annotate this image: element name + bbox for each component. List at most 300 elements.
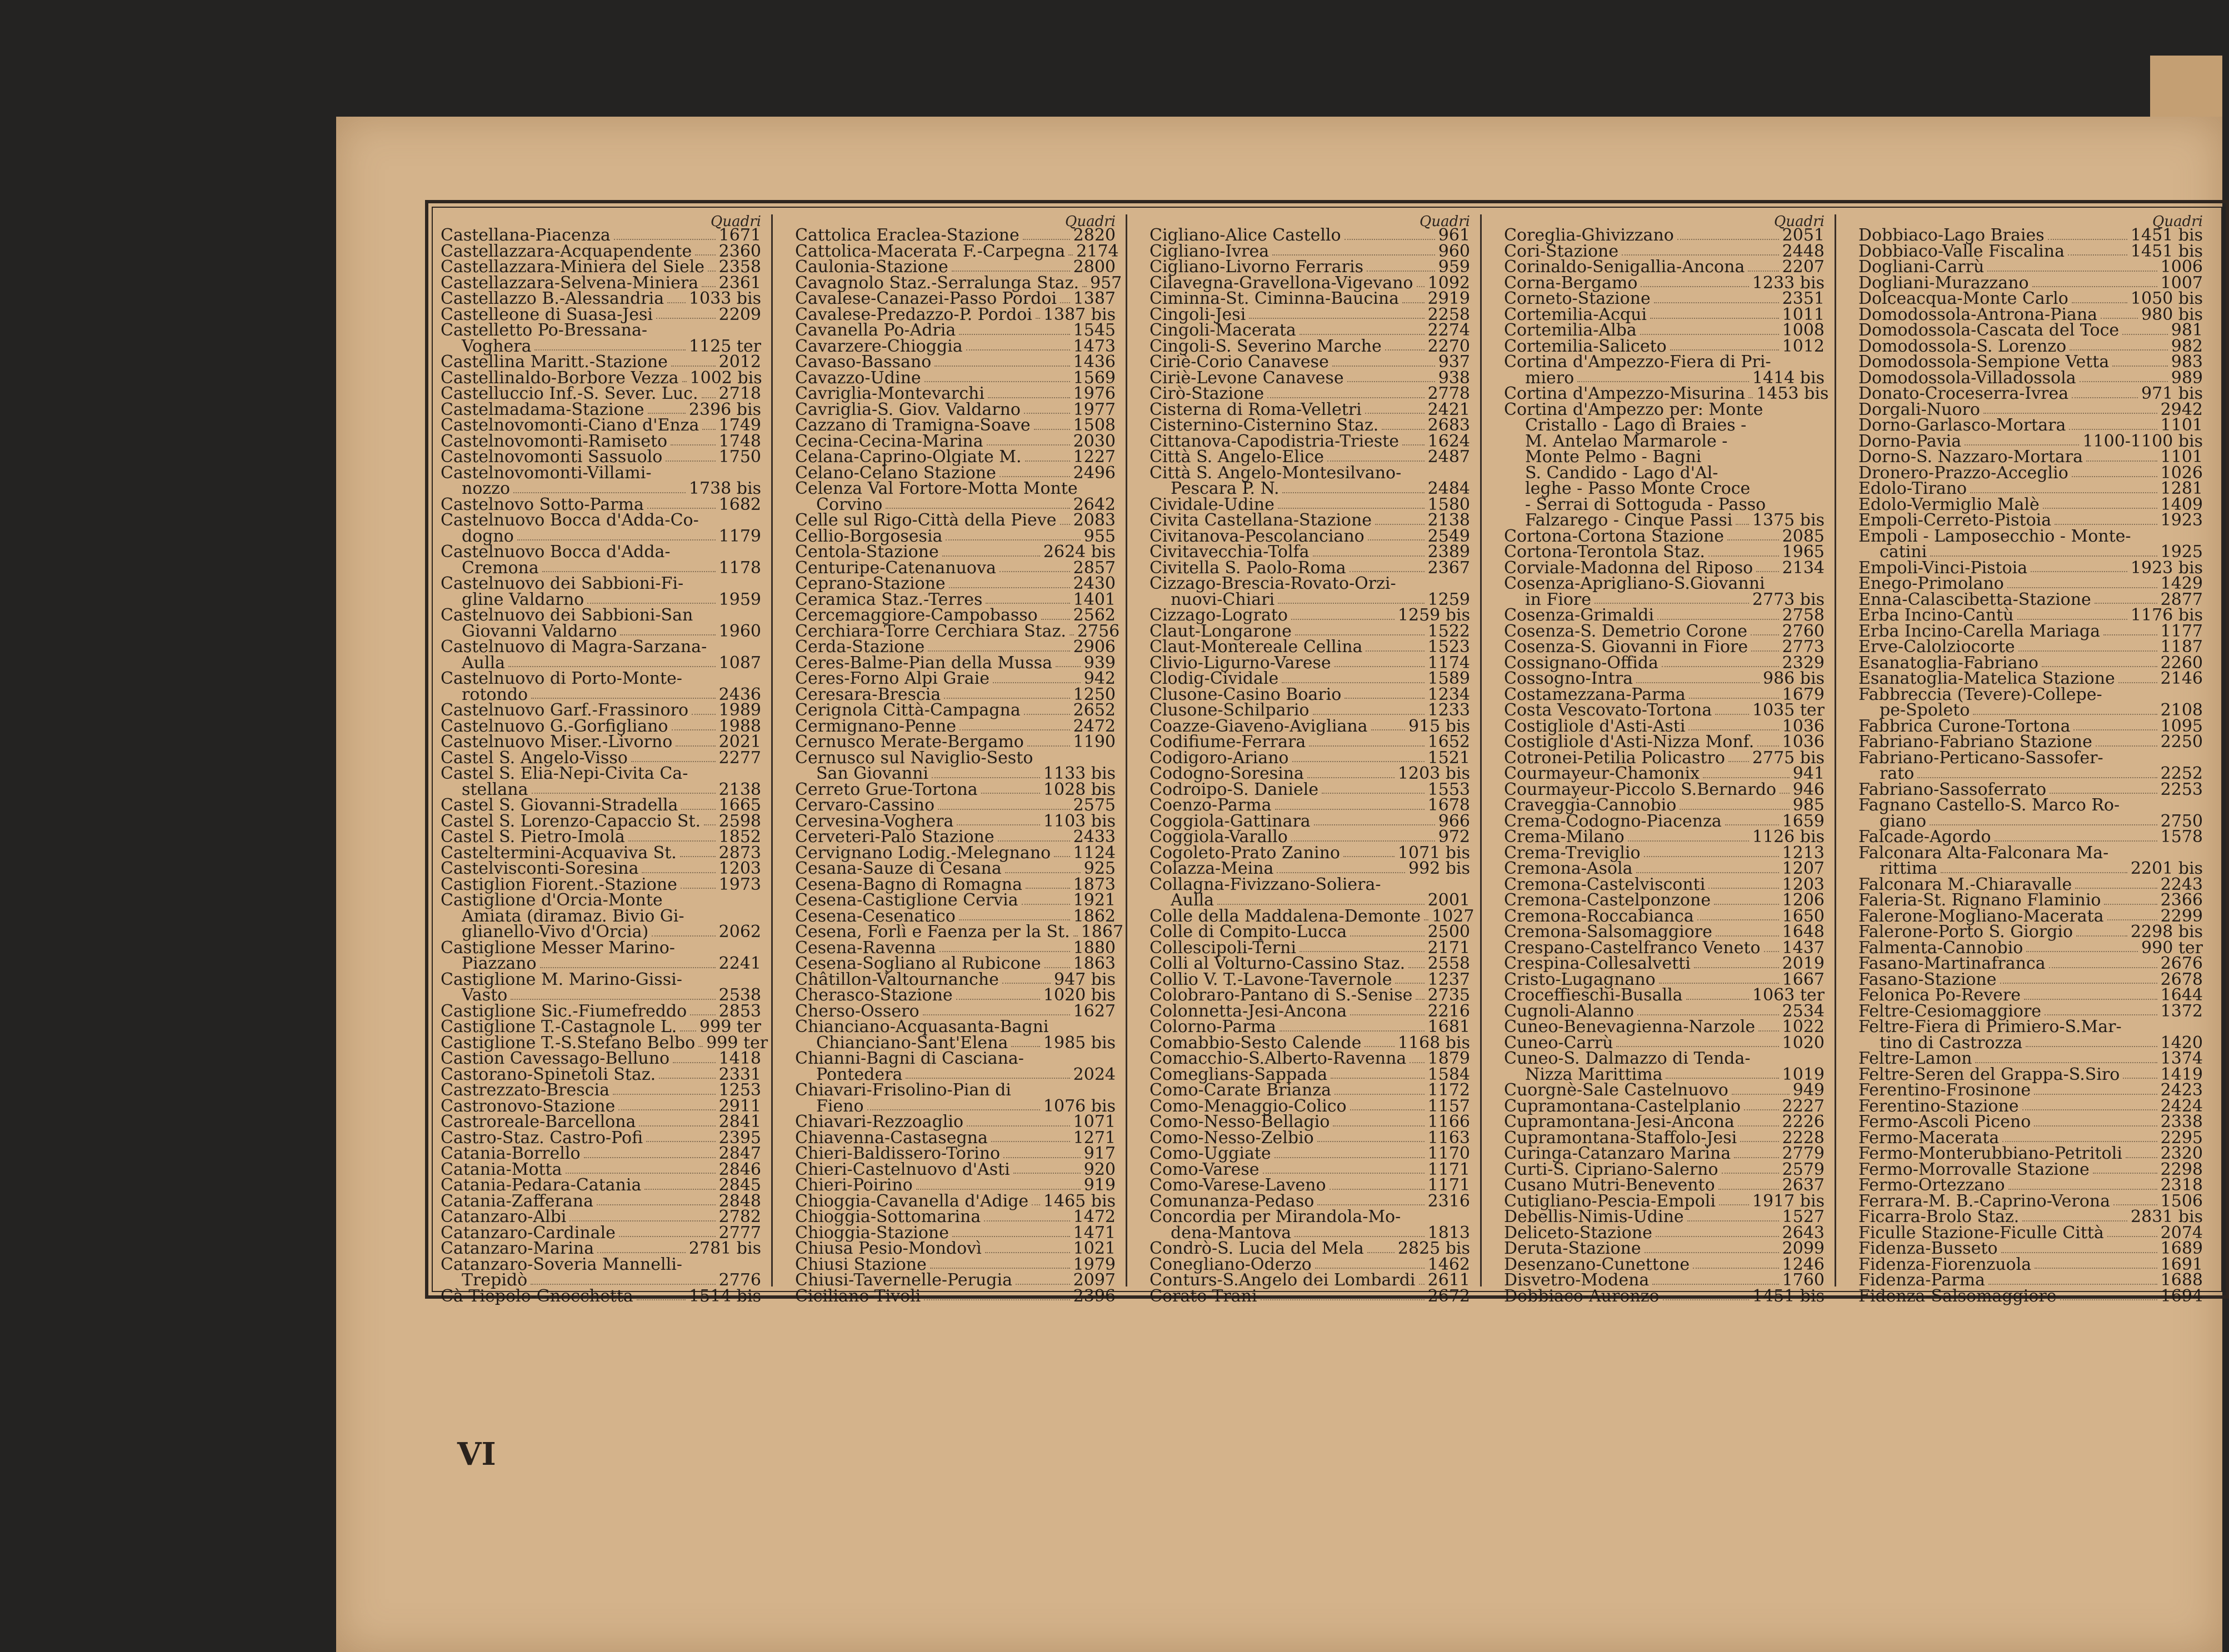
route-name: Fabriano-Sassoferrato bbox=[1858, 779, 2047, 799]
route-name: Castelnuovo Miser.-Livorno bbox=[441, 732, 673, 752]
route-name: Cerda-Stazione bbox=[795, 637, 925, 657]
route-name: Cerchiara-Torre Cerchiara Staz. bbox=[795, 621, 1066, 641]
route-name: Feltre-Fiera di Primiero-S.Mar- bbox=[1858, 1017, 2122, 1037]
leader-dots bbox=[967, 1125, 1070, 1127]
table-number: 1989 bbox=[718, 700, 761, 720]
leader-dots bbox=[2002, 1141, 2157, 1142]
leader-dots bbox=[2073, 729, 2157, 730]
route-name: Chioggia-Sottomarina bbox=[795, 1207, 981, 1227]
table-number: 2436 bbox=[718, 684, 761, 704]
route-name: Castelnovomonti-Ramiseto bbox=[441, 431, 668, 451]
leader-dots bbox=[1410, 1062, 1424, 1063]
leader-dots bbox=[867, 1109, 1040, 1110]
leader-dots bbox=[1708, 888, 1778, 889]
route-name: Trepidò bbox=[462, 1270, 528, 1290]
leader-dots bbox=[2104, 904, 2157, 905]
route-name: Chieri-Castelnuovo d'Asti bbox=[795, 1159, 1010, 1179]
route-name: Cingoli-Jesi bbox=[1150, 304, 1246, 324]
leader-dots bbox=[2022, 1109, 2157, 1110]
leader-dots bbox=[695, 254, 715, 256]
table-number: 1921 bbox=[1073, 890, 1116, 910]
index-entry bbox=[1504, 1286, 1825, 1306]
leader-dots bbox=[613, 1094, 716, 1095]
table-number: 1917 bis bbox=[1752, 1191, 1825, 1211]
table-number: 2295 bbox=[2160, 1128, 2203, 1148]
table-number: 2012 bbox=[718, 352, 761, 372]
route-name: Fabbrica Curone-Tortona bbox=[1858, 716, 2071, 736]
route-name: Erba Incino-Cantù bbox=[1858, 605, 2014, 625]
leader-dots bbox=[886, 508, 1069, 509]
table-number: 1678 bbox=[1427, 795, 1470, 815]
table-number: 986 bis bbox=[1763, 669, 1825, 688]
table-number: 1133 bis bbox=[1043, 764, 1116, 783]
table-number: 1227 bbox=[1073, 447, 1116, 467]
table-number: 1163 bbox=[1427, 1128, 1470, 1148]
leader-dots bbox=[1656, 1236, 1779, 1237]
route-name: Coazze-Giaveno-Avigliana bbox=[1150, 716, 1368, 736]
leader-dots bbox=[1385, 349, 1425, 351]
table-number: 1852 bbox=[718, 827, 761, 847]
leader-dots bbox=[1317, 1141, 1425, 1142]
column-header-quadri: Quadri bbox=[1065, 213, 1116, 230]
leader-dots bbox=[939, 951, 1070, 952]
leader-dots bbox=[1032, 1204, 1040, 1205]
route-name: Esanatoglia-Fabriano bbox=[1858, 653, 2038, 673]
route-name: Ciriè-Levone Canavese bbox=[1150, 368, 1344, 388]
route-name: Cusano Mutri-Benevento bbox=[1504, 1175, 1715, 1195]
route-name: Comeglians-Sappada bbox=[1150, 1064, 1328, 1084]
column-header-quadri: Quadri bbox=[1420, 213, 1470, 230]
leader-dots bbox=[513, 492, 686, 493]
table-number: 2758 bbox=[1782, 605, 1825, 625]
table-number: 1101 bbox=[2160, 415, 2203, 435]
route-name: Cernusco sul Naviglio-Sesto bbox=[795, 748, 1033, 768]
table-number: 1451 bis bbox=[1752, 1286, 1825, 1306]
leader-dots bbox=[1314, 824, 1435, 825]
leader-dots bbox=[991, 1141, 1070, 1142]
leader-dots bbox=[1751, 634, 1779, 635]
leader-dots bbox=[959, 919, 1070, 920]
leader-dots bbox=[1965, 444, 2079, 445]
table-number: 2253 bbox=[2160, 779, 2203, 799]
route-name: Codroipo-S. Daniele bbox=[1150, 779, 1319, 799]
table-number: 1259 bbox=[1427, 589, 1470, 609]
table-number: 1178 bbox=[718, 558, 761, 578]
table-number: 2138 bbox=[1427, 510, 1470, 530]
route-name: Clivio-Ligurno-Varese bbox=[1150, 653, 1331, 673]
table-number: 2782 bbox=[718, 1207, 761, 1227]
table-number: 2841 bbox=[718, 1112, 761, 1132]
table-number: 1665 bbox=[718, 795, 761, 815]
leader-dots bbox=[1350, 935, 1425, 937]
leader-dots bbox=[1073, 935, 1078, 937]
table-number: 2825 bis bbox=[1397, 1239, 1470, 1258]
leader-dots bbox=[1577, 381, 1749, 382]
route-name: Crema-Codogno-Piacenza bbox=[1504, 811, 1722, 831]
table-number: 2624 bis bbox=[1043, 542, 1116, 562]
table-number: 2085 bbox=[1782, 526, 1825, 546]
next-page-edge bbox=[2150, 56, 2222, 122]
route-name: Cugnoli-Alanno bbox=[1504, 1001, 1635, 1021]
table-number: 1522 bbox=[1427, 621, 1470, 641]
route-name: Cavalese-Predazzo-P. Pordoi bbox=[795, 304, 1032, 324]
route-name: Cerignola Città-Campagna bbox=[795, 700, 1021, 720]
table-number: 1401 bbox=[1073, 589, 1116, 609]
route-name: Claut-Longarone bbox=[1150, 621, 1292, 641]
leader-dots bbox=[1716, 935, 1779, 937]
table-number: 1545 bbox=[1073, 321, 1116, 340]
table-number: 2735 bbox=[1427, 985, 1470, 1005]
route-name: Falmenta-Cannobio bbox=[1858, 938, 2023, 958]
leader-dots bbox=[620, 634, 715, 635]
route-name: S. Candido - Lago d'Al- bbox=[1525, 463, 1718, 483]
route-name: Edolo-Tirano bbox=[1858, 479, 1967, 498]
leader-dots bbox=[702, 286, 716, 287]
table-number: 983 bbox=[2171, 352, 2203, 372]
leader-dots bbox=[934, 366, 1069, 367]
table-number: 990 ter bbox=[2141, 938, 2203, 958]
leader-dots bbox=[1983, 413, 2157, 414]
route-name: Cori-Stazione bbox=[1504, 241, 1619, 261]
route-name: Fidenza-Parma bbox=[1858, 1270, 1985, 1290]
route-name: Dobbiaco-Lago Braies bbox=[1858, 226, 2045, 245]
table-number: 2258 bbox=[1427, 304, 1470, 324]
table-number: 1177 bbox=[2160, 621, 2203, 641]
table-number: 2358 bbox=[718, 257, 761, 277]
leader-dots bbox=[1636, 682, 1760, 683]
table-number: 938 bbox=[1438, 368, 1470, 388]
table-number: 2777 bbox=[718, 1223, 761, 1243]
table-number: 1409 bbox=[2160, 494, 2203, 514]
leader-dots bbox=[1973, 714, 2157, 715]
leader-dots bbox=[1375, 524, 1425, 525]
route-name: Castelnovomonti-Ciano d'Enza bbox=[441, 415, 699, 435]
route-name: Castellazzara-Selvena-Miniera bbox=[441, 273, 699, 293]
route-name: Giovanni Valdarno bbox=[462, 621, 617, 641]
route-name: stellana bbox=[462, 779, 528, 799]
route-name: Ceres-Balme-Pian della Mussa bbox=[795, 653, 1053, 673]
leader-dots bbox=[540, 967, 716, 968]
route-name: Costa Vescovato-Tortona bbox=[1504, 700, 1712, 720]
table-number: 1578 bbox=[2160, 827, 2203, 847]
route-name: miero bbox=[1525, 368, 1575, 388]
table-number: 917 bbox=[1083, 1144, 1116, 1163]
leader-dots bbox=[1295, 1236, 1424, 1237]
leader-dots bbox=[2000, 983, 2157, 984]
leader-dots bbox=[1005, 872, 1081, 873]
leader-dots bbox=[1333, 1125, 1424, 1127]
leader-dots bbox=[672, 729, 716, 730]
table-number: 1157 bbox=[1427, 1096, 1470, 1116]
route-name: Cotronei-Petilia Policastro bbox=[1504, 748, 1725, 768]
route-name: Curinga-Catanzaro Marina bbox=[1504, 1144, 1731, 1163]
route-name: Castelnuovo di Magra-Sarzana- bbox=[441, 637, 707, 657]
route-name: Cortemilia-Acqui bbox=[1504, 304, 1647, 324]
route-name: Falcade-Agordo bbox=[1858, 827, 1991, 847]
route-name: Ferentino-Stazione bbox=[1858, 1096, 2019, 1116]
route-name: rato bbox=[1880, 764, 1915, 783]
route-name: Corinaldo-Senigallia-Ancona bbox=[1504, 257, 1745, 277]
leader-dots bbox=[644, 1189, 715, 1190]
leader-dots bbox=[956, 999, 1040, 1000]
leader-dots bbox=[1024, 714, 1070, 715]
index-table bbox=[425, 200, 2229, 1306]
index-entry bbox=[1150, 1286, 1470, 1306]
route-name: Fermo-Monterubbiano-Petritoli bbox=[1858, 1144, 2122, 1163]
route-name: Cossignano-Offida bbox=[1504, 653, 1658, 673]
route-name: Cortina d'Ampezzo per: Monte bbox=[1504, 399, 1763, 419]
leader-dots bbox=[1662, 666, 1779, 667]
leader-dots bbox=[2026, 1046, 2157, 1047]
route-name: Castellazzara-Acquapendente bbox=[441, 241, 692, 261]
route-name: Como-Nesso-Zelbio bbox=[1150, 1128, 1314, 1148]
route-name: Crespina-Collesalvetti bbox=[1504, 954, 1691, 973]
leader-dots bbox=[1744, 1109, 1779, 1110]
route-name: Domodossola-Sempione Vetta bbox=[1858, 352, 2110, 372]
leader-dots bbox=[2069, 429, 2157, 430]
route-name: Conturs-S.Angelo dei Lombardi bbox=[1150, 1270, 1416, 1290]
table-number: 1750 bbox=[718, 447, 761, 467]
route-name: Aulla bbox=[462, 653, 506, 673]
route-name: Cigliano-Alice Castello bbox=[1150, 226, 1341, 245]
route-name: Castelnuovo Garf.-Frassinoro bbox=[441, 700, 689, 720]
leader-dots bbox=[1657, 619, 1779, 620]
leader-dots bbox=[2070, 349, 2168, 351]
route-name: Domodossola-Cascata del Toce bbox=[1858, 321, 2120, 340]
table-number: 2083 bbox=[1073, 510, 1116, 530]
table-number: 2207 bbox=[1782, 257, 1825, 277]
route-name: Cortina d'Ampezzo-Fiera di Pri- bbox=[1504, 352, 1771, 372]
leader-dots bbox=[1930, 824, 2157, 825]
route-name: Cremona-Castelvisconti bbox=[1504, 874, 1706, 894]
table-number: 961 bbox=[1438, 226, 1470, 245]
table-number: 1103 bis bbox=[1043, 811, 1116, 831]
table-number: 1027 bbox=[1432, 906, 1475, 926]
table-number: 1437 bbox=[1782, 938, 1825, 958]
table-number: 2274 bbox=[1427, 321, 1470, 340]
leader-dots bbox=[1068, 254, 1073, 256]
route-name: Concordia per Mirandola-Mo- bbox=[1150, 1207, 1401, 1227]
route-name: Castiglione T.-S.Stefano Belbo bbox=[441, 1033, 696, 1053]
table-number: 972 bbox=[1438, 827, 1470, 847]
leader-dots bbox=[952, 271, 1070, 272]
route-name: Felonica Po-Revere bbox=[1858, 985, 2021, 1005]
route-name: nozzo bbox=[462, 479, 511, 498]
table-number: 1008 bbox=[1782, 321, 1825, 340]
leader-dots bbox=[932, 777, 1040, 778]
table-number: 1451 bis bbox=[2130, 241, 2203, 261]
leader-dots bbox=[986, 603, 1069, 604]
route-name: Crema-Treviglio bbox=[1504, 843, 1641, 863]
table-number: 2683 bbox=[1427, 415, 1470, 435]
table-number: 1749 bbox=[718, 415, 761, 435]
leader-dots bbox=[1686, 999, 1749, 1000]
table-number: 2848 bbox=[718, 1191, 761, 1211]
route-name: Catanzaro-Marina bbox=[441, 1239, 594, 1258]
table-number: 1748 bbox=[718, 431, 761, 451]
leader-dots bbox=[946, 539, 1080, 540]
leader-dots bbox=[2031, 571, 2127, 572]
route-name: Cizzago-Brescia-Rovato-Orzi- bbox=[1150, 574, 1396, 593]
index-entry bbox=[795, 1286, 1116, 1306]
table-number: 999 ter bbox=[699, 1017, 761, 1037]
route-name: Collio V. T.-Lavone-Tavernole bbox=[1150, 969, 1392, 989]
leader-dots bbox=[1263, 1173, 1425, 1174]
leader-dots bbox=[2008, 1189, 2157, 1190]
table-number: 1472 bbox=[1073, 1207, 1116, 1227]
route-name: Castelnovomonti Sassuolo bbox=[441, 447, 663, 467]
table-number: 2538 bbox=[718, 985, 761, 1005]
route-name: Comabbio-Sesto Calende bbox=[1150, 1033, 1362, 1053]
route-name: Amiata (diramaz. Bivio Gi- bbox=[462, 906, 684, 926]
route-name: Cecina-Cecina-Marina bbox=[795, 431, 983, 451]
table-number: 2484 bbox=[1427, 479, 1470, 498]
leader-dots bbox=[1995, 840, 2157, 842]
table-number: 2241 bbox=[718, 954, 761, 973]
route-name: Cortona-Terontola Staz. bbox=[1504, 542, 1705, 562]
leader-dots bbox=[1347, 381, 1435, 382]
timetable-index-page bbox=[336, 117, 2222, 1652]
table-number: 1253 bbox=[718, 1080, 761, 1100]
leader-dots bbox=[2107, 1236, 2157, 1237]
route-name: Cellio-Borgosesia bbox=[795, 526, 943, 546]
route-name: Casteltermini-Acquaviva St. bbox=[441, 843, 677, 863]
route-name: Colli al Volturno-Cassino Staz. bbox=[1150, 954, 1406, 973]
route-name: Fermo-Ascoli Piceno bbox=[1858, 1112, 2031, 1132]
route-name: Condrò-S. Lucia del Mela bbox=[1150, 1239, 1364, 1258]
leader-dots bbox=[1350, 1014, 1424, 1015]
leader-dots bbox=[1987, 271, 2157, 272]
leader-dots bbox=[1023, 239, 1070, 240]
route-name: Corneto-Stazione bbox=[1504, 289, 1651, 308]
table-number: 2873 bbox=[718, 843, 761, 863]
leader-dots bbox=[1267, 397, 1425, 398]
leader-dots bbox=[1688, 729, 1778, 730]
table-number: 1387 bbox=[1073, 289, 1116, 308]
table-number: 1203 bis bbox=[1397, 764, 1470, 783]
leader-dots bbox=[1011, 1046, 1040, 1047]
table-number: 1644 bbox=[2160, 985, 2203, 1005]
route-name: giano bbox=[1880, 811, 1927, 831]
table-number: 1019 bbox=[1782, 1064, 1825, 1084]
table-number: 1624 bbox=[1427, 431, 1470, 451]
leader-dots bbox=[1056, 666, 1081, 667]
route-name: Erve-Calolziocorte bbox=[1858, 637, 2015, 657]
route-name: Crema-Milano bbox=[1504, 827, 1625, 847]
leader-dots bbox=[2042, 666, 2157, 667]
table-number: 2831 bis bbox=[2130, 1207, 2203, 1227]
leader-dots bbox=[1368, 539, 1425, 540]
leader-dots bbox=[1780, 793, 1790, 794]
table-number: 1374 bbox=[2160, 1049, 2203, 1068]
route-name: tino di Castrozza bbox=[1880, 1033, 2023, 1053]
route-name: Como-Nesso-Bellagio bbox=[1150, 1112, 1330, 1132]
route-name: Como-Carate Brianza bbox=[1150, 1080, 1331, 1100]
route-name: Ciriè-Corio Canavese bbox=[1150, 352, 1329, 372]
leader-dots bbox=[671, 366, 716, 367]
index-column-2 bbox=[783, 213, 1127, 1306]
leader-dots bbox=[924, 381, 1070, 382]
leader-dots bbox=[2034, 1094, 2157, 1095]
leader-dots bbox=[1757, 745, 1778, 747]
table-number: 1589 bbox=[1427, 669, 1470, 688]
route-name: Cuneo-Carrù bbox=[1504, 1033, 1613, 1053]
table-number: 2637 bbox=[1782, 1175, 1825, 1195]
route-name: Ferentino-Frosinone bbox=[1858, 1080, 2031, 1100]
route-name: Castiglione T.-Castagnole L. bbox=[441, 1017, 677, 1037]
leader-dots bbox=[1034, 429, 1070, 430]
table-number: 1679 bbox=[1782, 684, 1825, 704]
route-name: Celle sul Rigo-Città della Pieve bbox=[795, 510, 1057, 530]
leader-dots bbox=[708, 271, 716, 272]
route-name: Conegliano-Oderzo bbox=[1150, 1254, 1312, 1274]
route-name: Catanzaro-Cardinale bbox=[441, 1223, 616, 1243]
table-number: 1514 bis bbox=[688, 1286, 761, 1306]
table-number: 959 bbox=[1438, 257, 1470, 277]
leader-dots bbox=[680, 856, 716, 857]
leader-dots bbox=[1044, 967, 1070, 968]
route-name: Castel S. Giovanni-Stradella bbox=[441, 795, 678, 815]
table-number: 1671 bbox=[718, 226, 761, 245]
leader-dots bbox=[1313, 555, 1425, 557]
table-number: 2652 bbox=[1073, 700, 1116, 720]
route-name: Castellazzara-Miniera del Siele bbox=[441, 257, 705, 277]
table-number: 1959 bbox=[718, 589, 761, 609]
table-number: 2201 bis bbox=[2130, 859, 2203, 878]
leader-dots bbox=[1659, 983, 1779, 984]
route-name: Cisterna di Roma-Velletri bbox=[1150, 399, 1362, 419]
leader-dots bbox=[1249, 318, 1424, 319]
leader-dots bbox=[1350, 1109, 1425, 1110]
table-number: 1652 bbox=[1427, 732, 1470, 752]
table-number: 1451 bis bbox=[2130, 226, 2203, 245]
leader-dots bbox=[1654, 302, 1779, 303]
leader-dots bbox=[2093, 1173, 2157, 1174]
table-number: 1166 bbox=[1427, 1112, 1470, 1132]
table-number: 2433 bbox=[1073, 827, 1116, 847]
route-name: Vasto bbox=[462, 985, 508, 1005]
route-name: rotondo bbox=[462, 684, 528, 704]
leader-dots bbox=[676, 745, 715, 747]
table-number: 1414 bis bbox=[1752, 368, 1825, 388]
table-number: 1462 bbox=[1427, 1254, 1470, 1274]
table-number: 1036 bbox=[1782, 716, 1825, 736]
table-number: 1124 bbox=[1073, 843, 1116, 863]
table-number: 2260 bbox=[2160, 653, 2203, 673]
table-number: 2270 bbox=[1427, 336, 1470, 356]
route-name: Ficarra-Brolo Staz. bbox=[1858, 1207, 2020, 1227]
route-name: Civita Castellana-Stazione bbox=[1150, 510, 1372, 530]
leader-dots bbox=[2022, 1220, 2127, 1222]
route-name: Chiavenna-Castasegna bbox=[795, 1128, 988, 1148]
table-number: 1580 bbox=[1427, 494, 1470, 514]
leader-dots bbox=[1275, 809, 1425, 810]
leader-dots bbox=[2068, 254, 2127, 256]
table-number: 966 bbox=[1438, 811, 1470, 831]
leader-dots bbox=[1650, 318, 1779, 319]
table-number: 982 bbox=[2171, 336, 2203, 356]
table-number: 1022 bbox=[1782, 1017, 1825, 1037]
leader-dots bbox=[2024, 999, 2157, 1000]
leader-dots bbox=[1275, 1157, 1425, 1158]
route-name: Empoli-Vinci-Pistoia bbox=[1858, 558, 2028, 578]
leader-dots bbox=[1736, 524, 1749, 525]
leader-dots bbox=[619, 1236, 716, 1237]
leader-dots bbox=[1366, 650, 1424, 652]
table-number: 2351 bbox=[1782, 289, 1825, 308]
table-number: 2209 bbox=[718, 304, 761, 324]
route-name: Castiglione M. Marino-Gissi- bbox=[441, 969, 682, 989]
